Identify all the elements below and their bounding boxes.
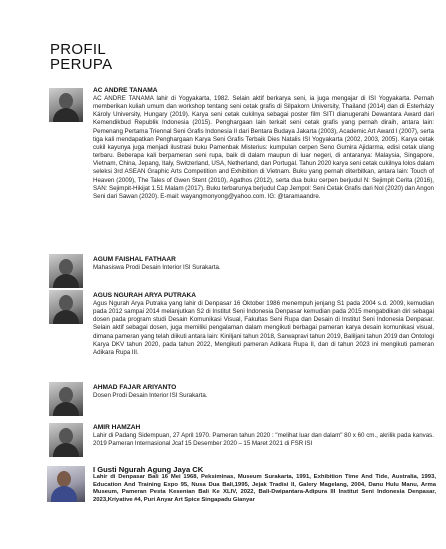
profile-bio: Dosen Prodi Desain Interior ISI Surakarta. [93,392,208,399]
portrait-photo [47,466,85,502]
portrait-photo [49,254,83,288]
page-title-line-1: PROFIL [50,41,106,58]
page-title-line-2: PERUPA [50,56,113,73]
profile-bio: AC ANDRE TANAMA lahir di Yogyakarta, 1982. Selain aktif berkarya seni, ia juga mengajar di ISI Yogyakarta. Pernah memberikan kuliah umum dan workshop tentang seni cetak grafis di Silpakorn University, Thailand (2014) dan di Esterházy Károly University, Hungary (2019). Karya seni cetak cukilnya sebagai poster film SITI dianugerahi Dewantara Award dari Kemendikbud Republik Indonesia (2015). Penghargaan lain terkait seni cetak grafis yang pernah diraih, antara lain: Pemenang Pertama Triennal Seni Grafis Indonesia II dari Bentara Budaya Jakarta (2003), Academic Art Award I (2007), serta tiga kali mendapatkan Penghargaan Karya Seni Grafis Terbaik Dies Natalis ISI Yogyakarta (2002, 2003, 2005). Karya cetak cukil kayunya juga menjadi ilustrasi buku Pamenbak Misterius: kumpulan cerpen Seno Gumira Ajidarma, edisi cetak ulang terbaru. Beberapa kali berpameran seni rupa, baik di dalam maupun di luar negeri, di antaranya: Malaysia, Singapore, Vietnam, China, Jepang, Italy, Switzerland, USA, Netherland, dan Portugal. Tahun 2020 karya seni cetak cukilnya lolos dalam seleksi 3rd ASEAN Graphic Arts Competition and Exhibition di Vietnam. Buku yang pernah diterbitkan, antara lain: Touch of Heaven (2009), The Tales of Gwen Stent (2010), Agathos (2012), serta dua buku cerpen berjudul N: Sejimpit Cerita (2016), SAN: Sejimpit-Hikijat 1.51 Malam (2017). Buku terbarunya berjudul Cap Jempol: Seni Cetak Grafis dari Nol (2020) dan Angon Seni dari Sawan (2020). E-mail: wayangmonyong@yahoo.com. IG: @taramaandre. [93,95,434,200]
profile-bio: Mahasiswa Prodi Desain Interior ISI Surakarta. [93,264,221,271]
profile-name: AC ANDRE TANAMA [93,87,158,94]
portrait-photo [49,382,83,416]
portrait-photo [49,88,83,122]
profile-name: I Gusti Ngurah Agung Jaya CK [93,465,204,474]
profile-name: AGUM FAISHAL FATHAAR [93,256,176,263]
profile-bio: Agus Ngurah Arya Putraka yang lahir di Denpasar 16 Oktober 1986 menempuh jenjang S1 pada 2004 s.d. 2009, kemudian pada 2012 sampai 2014 melanjutkan S2 di Institut Seni Indonesia Denpasar kemudian pada 2015 mengabdikan diri sebagai dosen pada program studi Desain Komunikasi Visual, Fakultas Seni Rupa dan Desain di Institut Seni Indonesia Denpasar. Selain aktif sebagai dosen, juga memiliki pengalaman dalam mengikuti berbagai pameran karya desain komunikasi visual, dimana pameran yang telah diikuti antara lain: Kiniljani tahun 2018, Sarwapravi tahun 2019, Baliljani tahun 2019 dan Ontologi Karya DKV tahun 2020, pada tahun 2022, Mengikuti pameran Adikara Rupa II, dan di tahun 2023 ini mengikuti pameran Adikara Rupa III. [93,300,434,356]
profile-name: AHMAD FAJAR ARIYANTO [93,384,177,391]
page-title [50,42,112,72]
portrait-photo [49,423,83,457]
profile-name: AGUS NGURAH ARYA PUTRAKA [93,292,197,299]
portrait-photo [49,290,83,324]
profile-name: AMIR HAMZAH [93,424,141,431]
profile-bio: Lahir di Denpasar Bali 16 Mei 1968, Peksiminas, Museum Surakarta, 1991, Exhibition Time And Tide, Australia, 1993, Education And Training Expo 95, Nusa Dua Bali,1995, Jejak Tradisi II, Galery Magelang, 2004, Danu Hulu Manu, Arma Museum, Pameran Pesta Kesenian Bali Ke XLIV, 2022, Bali-Dwipantara-Adipura III Institut Seni Indonesia Denpasar, 2023,Kriyative #4, Puri Anyar Art Spice Singapadu Gianyar [93,474,436,503]
profile-bio: Lahir di Padang Sidempuan, 27 April 1970. Pameran tahun 2020 : "melihat luar dan dalam" 80 x 60 cm., akrilik pada kanvas. 2019 Pameran Internasional Jcaf 15 Desember 2020 – 15 Maret 2021 di FSR ISI [93,432,434,448]
